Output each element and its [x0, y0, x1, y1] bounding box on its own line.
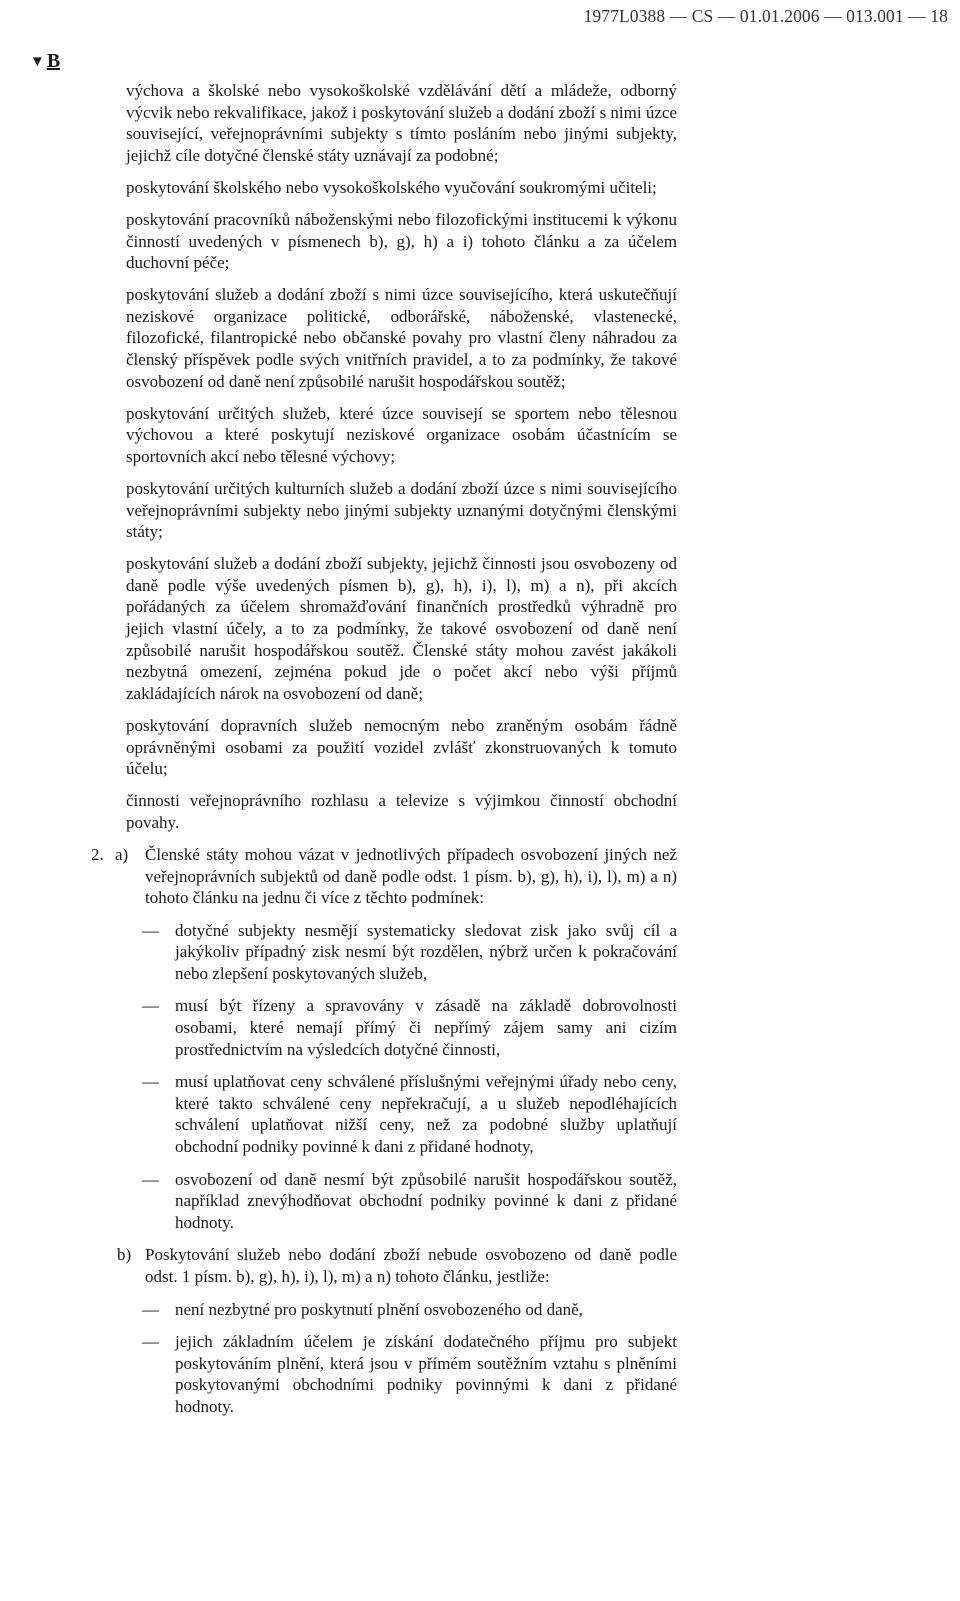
- list-item-i: [126, 80, 677, 166]
- condition-item: [142, 1331, 677, 1417]
- item-text: činnosti veřejnoprávního rozhlasu a televize s výjimkou činností obchodní povahy.: [126, 791, 677, 832]
- condition-item: [142, 1299, 677, 1321]
- condition-text: musí uplatňovat ceny schválené příslušnými veřejnými úřady nebo ceny, které takto schválené ceny nepřekračují, a u služeb nepodléhajících schválení uplatňovat nižší ceny, než za podobné služby uplatňují obchodní podniky povinné k dani z přidané hodnoty,: [175, 1072, 677, 1157]
- condition-item: [142, 1071, 677, 1157]
- list-item-q: [126, 790, 677, 833]
- list-item-n: [126, 478, 677, 543]
- list-item-p: [126, 715, 677, 780]
- dash-bullet: —: [142, 1072, 159, 1092]
- list-item-o: [126, 553, 677, 704]
- list-item-l: [126, 284, 677, 392]
- condition-item: [142, 995, 677, 1060]
- section-2b: [117, 1244, 677, 1287]
- condition-item: [142, 1169, 677, 1234]
- marker-letter-link[interactable]: B: [46, 50, 61, 72]
- item-text: poskytování služeb a dodání zboží s nimi úzce souvisejícího, která uskutečňují neziskové organizace politické, odborářské, náboženské, vlastenecké, filozofické, filantropické nebo občanské povahy pro vlastní členy náhradou za členský příspěvek podle svých vnitřních pravidel, a to za podmínky, že takové osvobození od daně není způsobilé narušit hospodářskou soutěž;: [126, 285, 677, 391]
- consolidation-marker: [30, 50, 60, 73]
- dash-bullet: —: [142, 920, 159, 940]
- dash-bullet: —: [142, 1169, 159, 1189]
- subsection-text: Členské státy mohou vázat v jednotlivých případech osvobození jiných než veřejnoprávních subjektů od daně podle odst. 1 písm. b), g), h), i), l), m) a n) tohoto článku na jednu či více z těchto podmínek:: [145, 844, 677, 908]
- condition-item: [142, 920, 677, 985]
- item-text: poskytování dopravních služeb nemocným nebo zraněným osobám řádně oprávněnými osobami za použití vozidel zvlášť zkonstruovaných k tomuto účelu;: [126, 715, 677, 779]
- item-text: poskytování určitých kulturních služeb a dodání zboží úzce s nimi souvisejícího veřejnoprávními subjekty nebo jinými subjekty uznanými dotyčnými členskými státy;: [126, 479, 677, 542]
- item-text: výchova a školské nebo vysokoškolské vzdělávání dětí a mládeže, odborný výcvik nebo rekvalifikace, jakož i poskytování služeb a dodání zboží s nimi úzce související, veřejnoprávními subjekty s tímto posláním nebo jinými subjekty, jejichž cíle dotyčné členské státy uznávají za podobné;: [126, 81, 677, 165]
- section-number: 2.: [91, 844, 104, 864]
- list-item-m: [126, 403, 677, 468]
- item-text: poskytování školského nebo vysokoškolského vyučování soukromými učiteli;: [126, 177, 657, 197]
- section-2a: [91, 844, 677, 909]
- dash-bullet: —: [142, 1299, 159, 1319]
- triangle-down-icon: ▼: [30, 54, 45, 70]
- document-header: 1977L0388 — CS — 01.01.2006 — 013.001 — 18: [583, 6, 948, 26]
- list-item-j: [126, 177, 677, 199]
- item-text: poskytování určitých služeb, které úzce souvisejí se sportem nebo tělesnou výchovou a které poskytují neziskové organizace osobám účastnícím se sportovních akcí nebo tělesné výchovy;: [126, 403, 677, 466]
- condition-text: osvobození od daně nesmí být způsobilé narušit hospodářskou soutěž, například znevýhodňovat obchodní podniky povinné k dani z přidané hodnoty.: [175, 1169, 677, 1232]
- condition-text: není nezbytné pro poskytnutí plnění osvobozeného od daně,: [175, 1299, 583, 1319]
- dash-bullet: —: [142, 1332, 159, 1352]
- subsection-label: a): [115, 844, 129, 864]
- condition-text: jejich základním účelem je získání dodatečného příjmu pro subjekt poskytováním plnění, která jsou v přímém soutěžním vztahu s plněními poskytovanými obchodními podniky povinnými k dani z přidané hodnoty.: [175, 1332, 677, 1416]
- list-item-k: [126, 209, 677, 274]
- dash-bullet: —: [142, 996, 159, 1016]
- item-text: poskytování služeb a dodání zboží subjekty, jejichž činnosti jsou osvobozeny od daně podle výše uvedených písmen b), g), h), i), l), m) a n), při akcích pořádaných za účelem shromažďování finančních prostředků výhradně pro jejich vlastní účely, a to za podmínky, že takové osvobození od daně není způsobilé narušit hospodářskou soutěž. Členské státy mohou zavést jakákoli nezbytná omezení, zejména pokud jde o počet akcí nebo výši příjmů zakládajících nárok na osvobození od daně;: [126, 554, 677, 703]
- item-text: poskytování pracovníků náboženskými nebo filozofickými institucemi k výkonu činností uvedených v písmenech b), g), h) a i) tohoto článku a za účelem duchovní péče;: [126, 209, 677, 273]
- subsection-label: b): [117, 1245, 132, 1265]
- document-body: [0, 80, 960, 1429]
- subsection-text: Poskytování služeb nebo dodání zboží nebude osvobozeno od daně podle odst. 1 písm. b), g), h), i), l), m) a n) tohoto článku, jestliže:: [145, 1245, 677, 1286]
- condition-text: dotyčné subjekty nesmějí systematicky sledovat zisk jako svůj cíl a jakýkoliv případný zisk nesmí být rozdělen, nýbrž určen k pokračování nebo zlepšení poskytovaných služeb,: [175, 920, 677, 983]
- condition-text: musí být řízeny a spravovány v zásadě na základě dobrovolnosti osobami, které nemají přímý či nepřímý zájem samy ani cizím prostřednictvím na výsledcích dotyčné činnosti,: [175, 996, 677, 1059]
